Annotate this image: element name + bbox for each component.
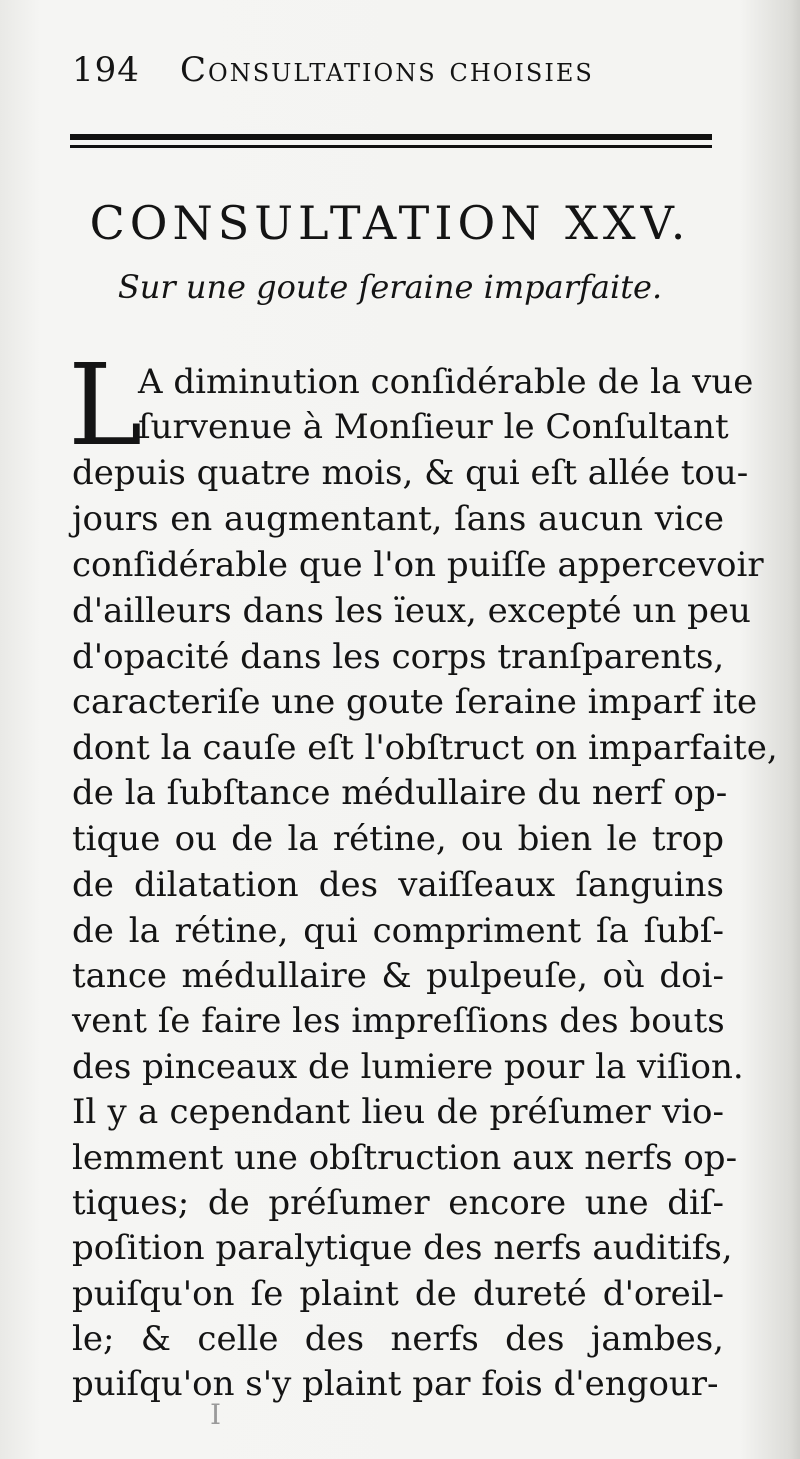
text-line: puiſqu'on ſe plaint de dureté d'oreil- — [72, 1274, 724, 1314]
text-line: dont la cauſe eſt l'obſtruct on imparfaite, — [72, 728, 778, 768]
text-line: des pinceaux de lumiere pour la viſion. — [72, 1047, 744, 1087]
text-line: de dilatation des vaiſſeaux ſanguins — [72, 865, 724, 905]
drop-cap: L — [68, 341, 143, 471]
text-line: tiques; de préſumer encore une diſ- — [72, 1183, 724, 1223]
text-line: de la ſubſtance médullaire du nerf op- — [72, 773, 728, 813]
text-line: de la rétine, qui compriment ſa ſubſ- — [72, 911, 724, 951]
text-line: vent ſe faire les impreſſions des bouts — [72, 1001, 725, 1041]
chapter-subtitle: Sur une goute ſeraine imparfaite. — [117, 268, 663, 306]
running-title: Consultations choisies — [180, 50, 594, 90]
text-line: depuis quatre mois, & qui eſt allée tou- — [72, 453, 749, 493]
text-line: caracteriſe une goute ſeraine imparf ite — [72, 682, 758, 722]
text-line: le; & celle des nerfs des jambes, — [72, 1319, 724, 1359]
chapter-heading: CONSULTATION XXV. — [89, 196, 691, 250]
text-line: ſurvenue à Monſieur le Conſultant — [138, 407, 729, 447]
text-line: tance médullaire & pulpeuſe, où doi- — [72, 956, 724, 996]
header-rule-thick — [70, 134, 712, 140]
text-line: A diminution conſidérable de la vue — [138, 362, 754, 402]
header-rule — [70, 134, 712, 152]
text-line: tique ou de la rétine, ou bien le trop — [72, 819, 724, 859]
text-line: conſidérable que l'on puiſſe appercevoir — [72, 545, 764, 585]
signature-mark: I — [210, 1398, 222, 1431]
text-line: d'opacité dans les corps tranſparents, — [72, 637, 725, 677]
text-line: poſition paralytique des nerfs auditifs, — [72, 1228, 733, 1268]
page-number: 194 — [72, 50, 140, 90]
text-line: d'ailleurs dans les ïeux, excepté un peu — [72, 591, 751, 631]
text-line: puiſqu'on s'y plaint par fois d'engour- — [72, 1364, 719, 1404]
text-line: jours en augmentant, ſans aucun vice — [72, 499, 724, 539]
page-header — [72, 46, 712, 96]
text-line: lemment une obſtruction aux nerfs op- — [72, 1138, 738, 1178]
text-line: Il y a cependant lieu de préſumer vio- — [72, 1092, 724, 1132]
header-rule-thin — [70, 145, 712, 148]
